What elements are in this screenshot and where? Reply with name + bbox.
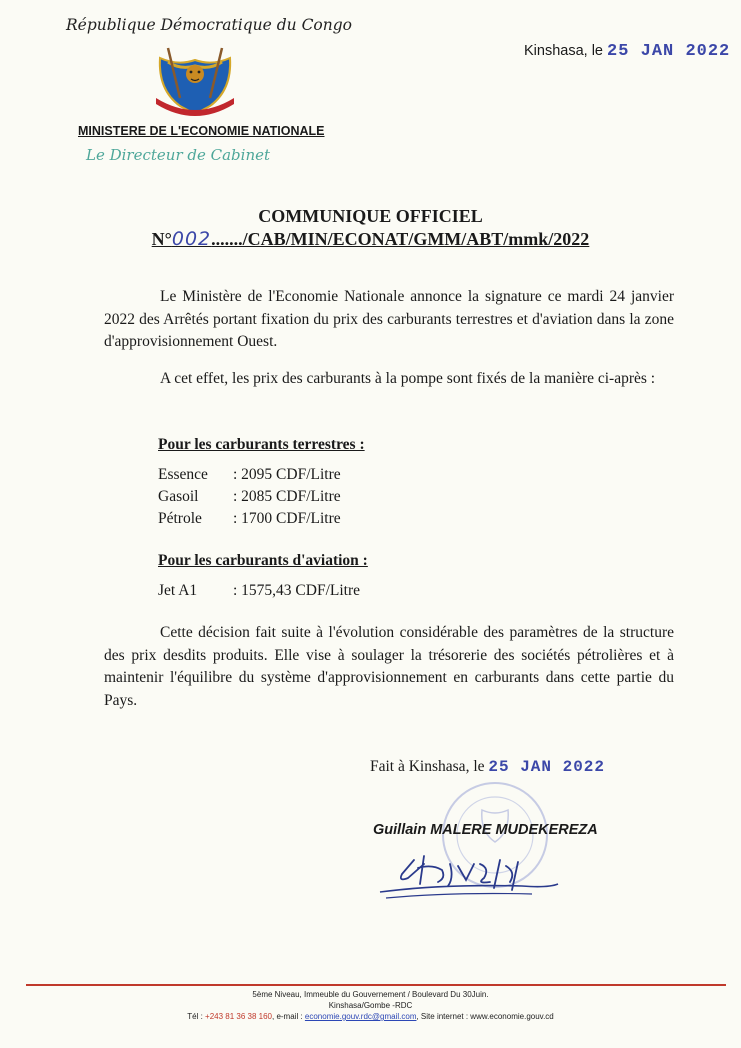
footer-divider [26, 984, 726, 986]
footer-tel-label: Tél : [187, 1012, 203, 1021]
fait-prefix: Fait à Kinshasa, le [370, 758, 485, 775]
aviation-fuels-heading: Pour les carburants d'aviation : [158, 552, 368, 569]
terrestrial-fuels-heading: Pour les carburants terrestres : [158, 436, 365, 453]
footer-tel: +243 81 36 38 160 [205, 1012, 272, 1021]
reference-number [0, 228, 741, 250]
place-date-line [524, 42, 730, 61]
signatory-name: Guillain MALERE MUDEKEREZA [373, 822, 598, 838]
footer-contact [0, 1012, 741, 1021]
place-prefix: Kinshasa, le [524, 43, 603, 59]
footer-city: Kinshasa/Gombe -RDC [328, 1001, 413, 1010]
price-label: Pétrole [158, 510, 202, 527]
coat-of-arms-emblem [150, 40, 240, 122]
signature-date-stamp: 25 JAN 2022 [488, 758, 606, 776]
footer-address: 5ème Niveau, Immeuble du Gouvernement / Boulevard Du 30Juin. [252, 990, 489, 999]
price-label: Jet A1 [158, 582, 198, 599]
director-title: Le Directeur de Cabinet [86, 146, 271, 164]
footer-site: , Site internet : www.economie.gouv.cd [416, 1012, 554, 1021]
paragraph-announcement: Le Ministère de l'Economie Nationale annonce la signature ce mardi 24 janvier 2022 des Arrêtés portant fixation du prix des carburants terrestres et d'aviation dans la zone d'approvisionnement Ouest. [104, 288, 674, 350]
date-stamp: 25 JAN 2022 [607, 42, 731, 61]
paragraph-decision-rationale: Cette décision fait suite à l'évolution considérable des paramètres de la structure des prix desdits produits. Elle vise à soulager la trésorerie des sociétés pétrolières et à maintenir l'équilibre du système d'approvisionnement en carburants dans cette partie du Pays. [104, 624, 674, 709]
handwritten-signature [372, 844, 562, 906]
ref-prefix: N° [151, 229, 172, 249]
ministry-name: MINISTERE DE L'ECONOMIE NATIONALE [78, 124, 325, 138]
price-value: : 1700 CDF/Litre [233, 510, 341, 527]
footer-email-label: , e-mail : [272, 1012, 303, 1021]
paragraph-prices-intro: A cet effet, les prix des carburants à la pompe sont fixés de la manière ci-après : [160, 370, 656, 387]
price-label: Gasoil [158, 488, 199, 505]
price-label: Essence [158, 466, 208, 483]
price-value: : 1575,43 CDF/Litre [233, 582, 361, 599]
price-value: : 2085 CDF/Litre [233, 488, 341, 505]
republic-heading: République Démocratique du Congo [66, 16, 353, 34]
footer-email-link[interactable]: economie.gouv.rdc@gmail.com [304, 1012, 417, 1021]
ref-suffix: ......./CAB/MIN/ECONAT/GMM/ABT/mmk/2022 [211, 229, 590, 249]
fait-a-line [370, 758, 605, 776]
document-title: COMMUNIQUE OFFICIEL [258, 206, 483, 226]
price-value: : 2095 CDF/Litre [233, 466, 341, 483]
ref-number-handwritten: 002 [171, 228, 212, 250]
